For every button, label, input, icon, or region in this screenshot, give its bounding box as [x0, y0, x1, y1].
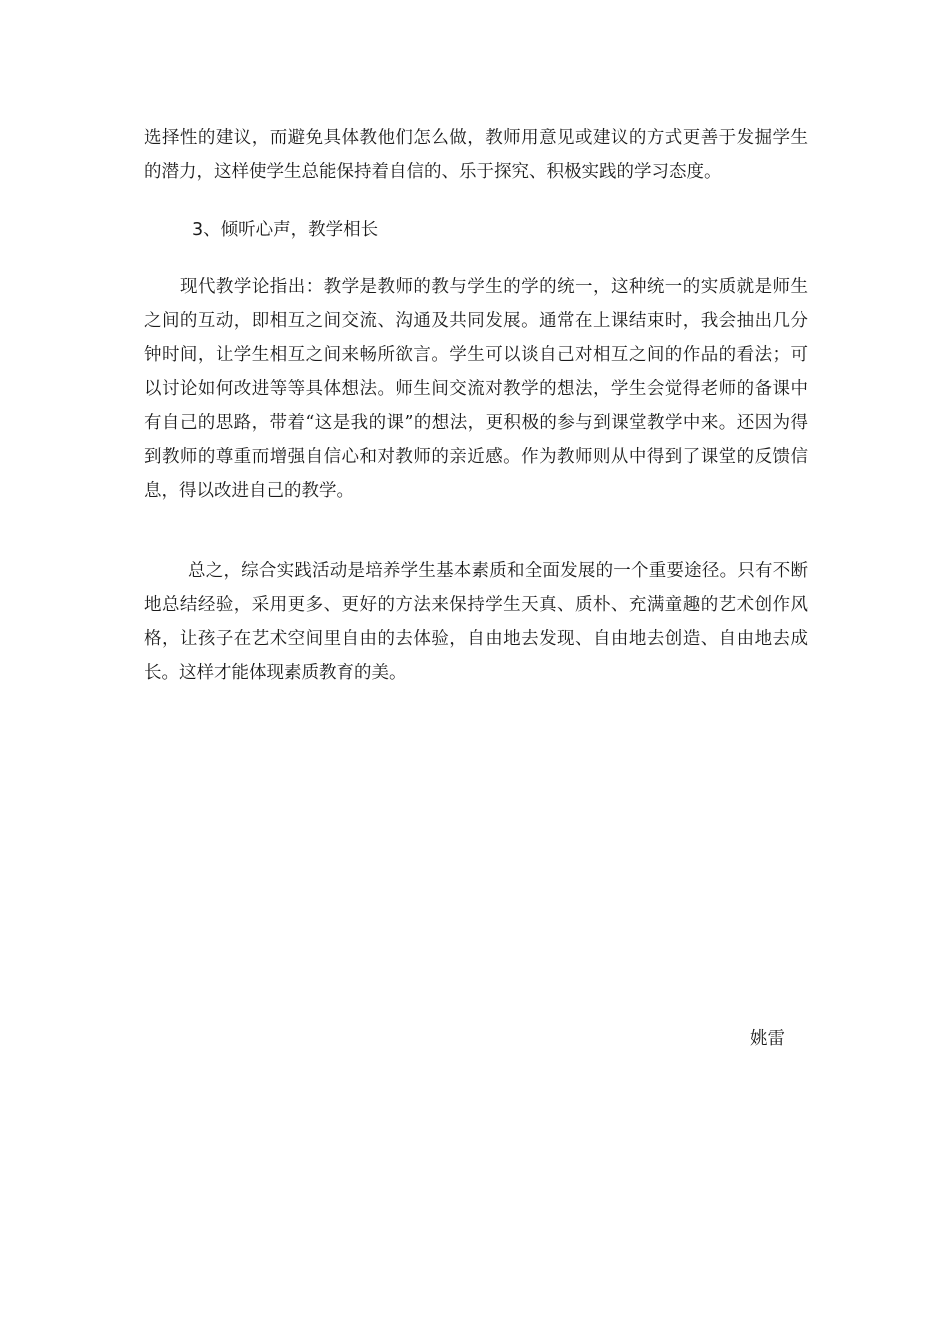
- section-heading-3: [192, 213, 378, 247]
- paragraph-conclusion: 总之，综合实践活动是培养学生基本素质和全面发展的一个重要途径。只有不断地总结经验，采用更多、更好的方法来保持学生天真、质朴、充满童趣的艺术创作风格，让孩子在艺术空间里自由的去体验，自由地去发现、自由地去创造、自由地去成长。这样才能体现素质教育的美。: [144, 561, 808, 683]
- paragraph-teaching-interaction: 现代教学论指出：教学是教师的教与学生的学的统一，这种统一的实质就是师生之间的互动，即相互之间交流、沟通及共同发展。通常在上课结束时，我会抽出几分钟时间，让学生相互之间来畅所欲言。学生可以谈自己对相互之间的作品的看法；可以讨论如何改进等等具体想法。师生间交流对教学的想法，学生会觉得老师的备课中有自己的思路，带着“这是我的课”的想法，更积极的参与到课堂教学中来。还因为得到教师的尊重而增强自信心和对教师的亲近感。作为教师则从中得到了课堂的反馈信息，得以改进自己的教学。: [144, 277, 808, 501]
- section-heading-text: 、倾听心声，教学相长: [203, 220, 379, 240]
- paragraph-continuation: 选择性的建议，而避免具体教他们怎么做，教师用意见或建议的方式更善于发掘学生的潜力，这样使学生总能保持着自信的、乐于探究、积极实践的学习态度。: [144, 128, 808, 182]
- author-signature: 姚雷: [750, 1029, 785, 1049]
- section-heading-number: 3: [192, 220, 204, 240]
